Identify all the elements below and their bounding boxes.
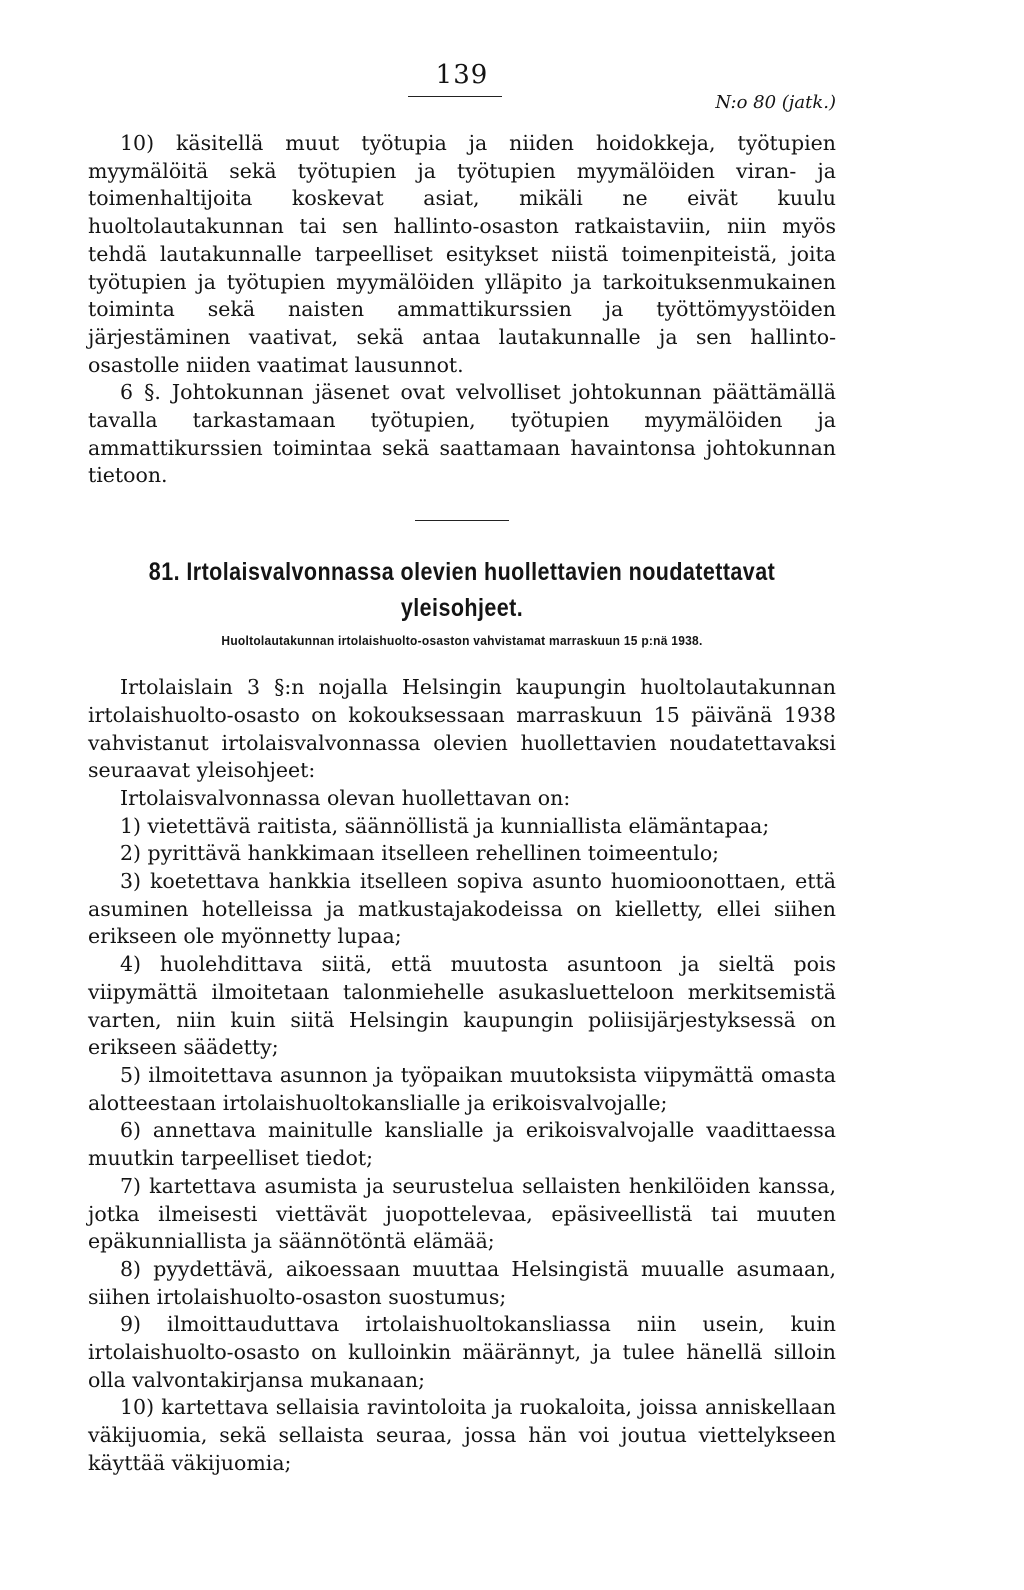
list-item-2: 2) pyrittävä hankkimaan itselleen rehellinen toimeentulo; <box>120 841 720 866</box>
section-81-lead: Irtolaisvalvonnassa olevan huollettavan on: <box>120 785 571 810</box>
list-item-9: 9) ilmoittauduttava irtolaishuoltokansliassa niin usein, kuin irtolaishuolto-osasto on kulloinkin määrännyt, ja tulee hänellä silloin olla valvontakirjansa mukanaan; <box>88 1312 836 1392</box>
section-80-paragraph-10: 10) käsitellä muut työtupia ja niiden hoidokkeja, työtupien myymälöitä sekä työtupien ja työtupien myymälöiden viran- ja toimenhaltijoita koskevat asiat, mikäli ne eivät kuulu huoltolautakunnan tai sen hallinto-osaston ratkaistaviin, niin myös tehdä lautakunnalle tarpeelliset esitykset niistä toimenpiteistä, joita työtupien ja työtupien myymälöiden ylläpito ja tarkoituksenmukainen toiminta sekä naisten ammattikurssien ja työttömyystöiden järjestäminen vaativat, sekä antaa lautakunnalle ja sen hallinto-osastolle niiden vaatimat lausunnot. <box>88 131 836 377</box>
list-item-8: 8) pyydettävä, aikoessaan muuttaa Helsingistä muualle asumaan, siihen irtolaishuolto-osaston suostumus; <box>88 1256 836 1309</box>
section-81-title: 81. Irtolaisvalvonnassa olevien huollettavien noudatettavat yleisohjeet. <box>148 558 776 623</box>
list-item-5: 5) ilmoitettava asunnon ja työpaikan muutoksista viipymättä omasta alotteestaan irtolaishuoltokanslialle ja erikoisvalvojalle; <box>88 1062 836 1115</box>
list-item-3: 3) koetettava hankkia itselleen sopiva asunto huomioonottaen, että asuminen hotelleissa ja matkustajakodeissa on kielletty, ellei siihen erikseen ole myönnetty lupaa; <box>88 869 836 949</box>
list-item-1: 1) vietettävä raitista, säännöllistä ja kunniallista elämäntapaa; <box>120 813 770 838</box>
section-81-body <box>88 674 836 1477</box>
header-reference: N:o 80 (jatk.) <box>715 92 836 113</box>
page-number: 139 <box>435 60 489 90</box>
section-80-paragraph-6: 6 §. Johtokunnan jäsenet ovat velvolliset johtokunnan päättämällä tavalla tarkastamaan työtupien, työtupien myymälöiden ja ammattikurssien toimintaa sekä saattamaan havaintonsa johtokunnan tietoon. <box>88 380 836 488</box>
list-item-10: 10) kartettava sellaisia ravintoloita ja ruokaloita, joissa anniskellaan väkijuomia, sekä sellaista seuraa, jossa hän voi joutua viettelykseen käyttää väkijuomia; <box>88 1395 836 1475</box>
section-divider <box>415 520 509 521</box>
document-page <box>88 60 836 1478</box>
header-rule <box>408 96 502 97</box>
section-81-subtitle: Huoltolautakunnan irtolaishuolto-osaston vahvistamat marraskuun 15 p:nä 1938. <box>221 633 703 649</box>
list-item-7: 7) kartettava asumista ja seurustelua sellaisten henkilöiden kanssa, jotka ilmeisesti viettävät juopottelevaa, epäsiveellistä tai muuten epäkunniallista ja säännötöntä elämää; <box>88 1173 836 1254</box>
list-item-6: 6) annettava mainitulle kanslialle ja erikoisvalvojalle vaadittaessa muutkin tarpeelliset tiedot; <box>88 1118 836 1171</box>
list-item-4: 4) huolehdittava siitä, että muutosta asuntoon ja sieltä pois viipymättä ilmoitetaan talonmiehelle asukasluetteloon merkitsemistä varten, niin kuin siitä Helsingin kaupungin poliisijärjestyksessä on erikseen säädetty; <box>88 952 836 1060</box>
page-header <box>88 60 836 130</box>
section-81-intro: Irtolaislain 3 §:n nojalla Helsingin kaupungin huoltolautakunnan irtolaishuolto-osasto on kokouksessaan marraskuun 15 päivänä 1938 vahvistanut irtolaisvalvonnassa olevien huollettavien noudatettavaksi seuraavat yleisohjeet: <box>88 675 836 783</box>
